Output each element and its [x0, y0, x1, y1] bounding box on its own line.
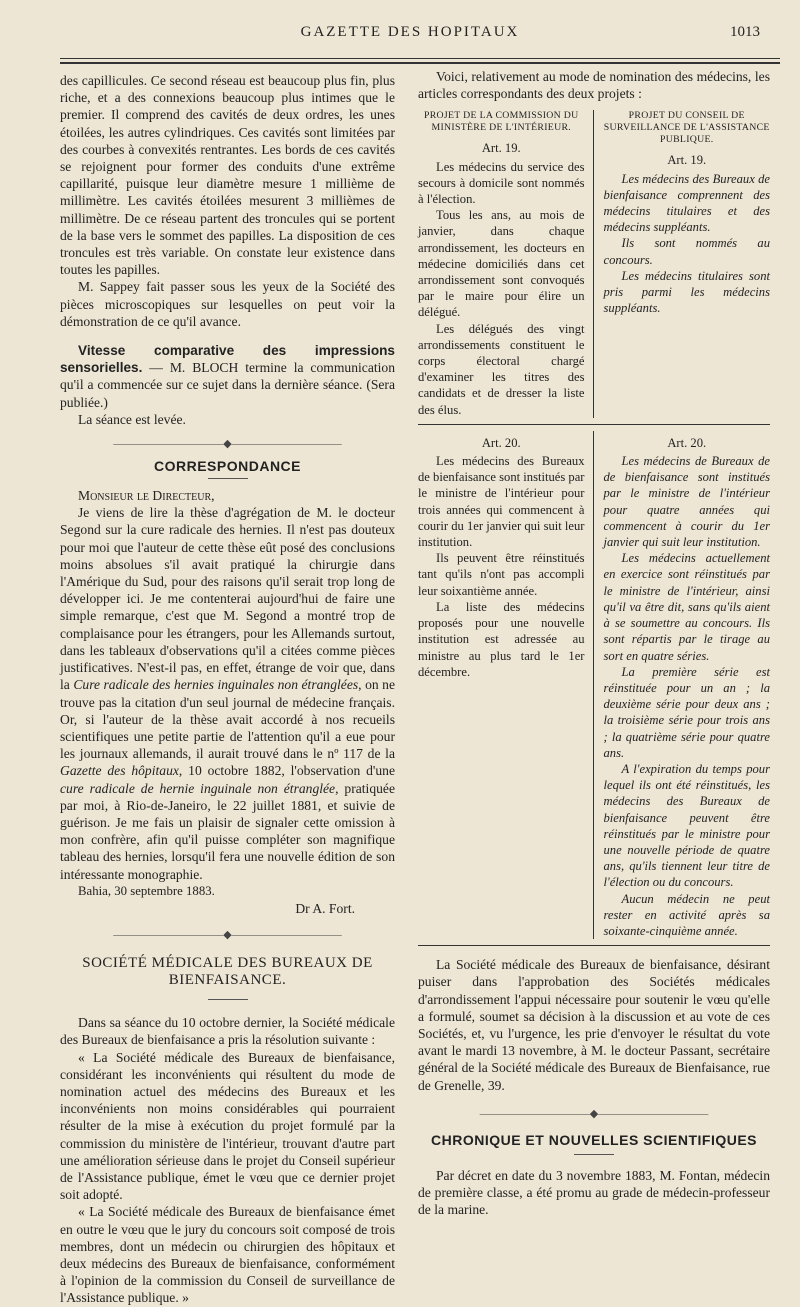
article-paragraph: Les médecins de Bureaux de de bienfaisance sont institués par le ministre de l'intérieur pour quatre années qui commencent à courir du 1er janvier qui suit leur institution.	[603, 454, 770, 550]
table-divider	[418, 945, 770, 946]
header-rule	[60, 58, 780, 59]
article-paragraph: Les médecins des Bureaux de bienfaisance comprennent des médecins titulaires et des médecins suppléants.	[603, 171, 770, 235]
letter-signature: Dr A. Fort.	[295, 900, 355, 916]
paragraph: La séance est levée.	[78, 411, 186, 427]
article-paragraph: Les délégués des vingt arrondissements constituent le corps électoral chargé d'examiner les titres des candidats et de dresser la liste des élus.	[418, 321, 585, 417]
paragraph: Par décret en date du 3 novembre 1883, M. Fontan, médecin de première classe, a été promu au grade de médecin-professeur de la marine.	[418, 1167, 770, 1218]
article-paragraph: Tous les ans, au mois de janvier, dans chaque arrondissement, les docteurs en médecine domiciliés dans cet arrondissement sont convoqués par le maire pour élire un délégué.	[418, 208, 585, 320]
article-paragraph: La première série est réinstituée pour un an ; la deuxième série pour deux ans ; la troisième série pour trois ans ; la quatrième série pour quatre ans.	[603, 664, 770, 760]
article-number: Art. 19.	[481, 141, 521, 156]
paragraph: M. Sappey fait passer sous les yeux de la Société des pièces microscopiques sur lesquelles on peut voir la démonstration de ce qu'il avance.	[60, 279, 395, 329]
section-heading-societe: SOCIÉTÉ MÉDICALE DES BUREAUX DE BIENFAISANCE.	[82, 955, 373, 989]
article-paragraph: Les médecins des Bureaux de bienfaisance sont institués par le ministre de l'intérieur pour trois années qui commencent à courir du 1er janvier qui suit leur institution.	[418, 454, 585, 550]
table-row-art20	[418, 431, 770, 939]
letter-place-date: Bahia, 30 septembre 1883.	[78, 883, 215, 898]
paragraph: « La Société médicale des Bureaux de bienfaisance, considérant les inconvénients qui résultent du mode de nomination actuel des médecins des Bureaux et les inconvénients non moins considérables qui pourraient résulter de la mise à exécution du projet formulé par la commission du ministère de l'intérieur, trouvant d'autre part une amélioration sérieuse dans le projet du Conseil supérieur de l'Assistance publique, émet le vœu que ce dernier projet soit adopté.	[60, 1049, 395, 1203]
column-conseil	[594, 431, 771, 939]
short-rule	[574, 1154, 614, 1155]
ornament-divider: ——————————◆——————————	[113, 438, 342, 451]
journal-title: GAZETTE DES HOPITAUX	[300, 24, 520, 40]
paragraph: « La Société médicale des Bureaux de bienfaisance émet en outre le vœu que le jury du concours soit composé de trois membres, dont un médecin ou chirurgien des hôpitaux et deux médecins des Bureaux de bienfaisance, conformément à l'opinion de la commission du Conseil de surveillance de l'Assistance publique. »	[60, 1204, 395, 1306]
column-heading: PROJET DU CONSEIL DE SURVEILLANCE DE L'ASSISTANCE PUBLIQUE.	[603, 110, 770, 146]
right-column	[418, 68, 770, 1218]
paragraph: Dans sa séance du 10 octobre dernier, la Société médicale des Bureaux de bienfaisance a pris la résolution suivante :	[60, 1015, 395, 1048]
paragraph: des capillicules. Ce second réseau est beaucoup plus fin, plus riche, et a des connexions beaucoup plus intimes que le premier. Il comprend des cavités de deux ordres, les unes étoilées, les autres cylindriques. Ces cavités sont limitées par des courbes à convexités rentrantes. Les bords de ces cavités se rejoignent pour former des conduits d'une extrême capillarité, puisque leur diamètre mesure 1 millième de millimètre. Les cavités étoilées mesurent 3 millièmes de millimètre. De ce réseau partent des troncules qui se portent de la base vers le sommet des papilles. La disposition de ces troncules est très variable. On constate leur existence dans toutes les papilles.	[60, 73, 395, 278]
short-rule	[208, 999, 248, 1000]
header-rule-thick	[60, 62, 780, 64]
salutation: Monsieur le Directeur,	[78, 488, 215, 504]
article-number: Art. 19.	[667, 153, 707, 168]
article-paragraph: Ils peuvent être réinstitués tant qu'ils n'ont pas accompli leur soixantième année.	[418, 551, 585, 598]
column-ministere	[418, 110, 594, 417]
article-paragraph: A l'expiration du temps pour lequel ils ont été réinstitués, les médecins des Bureaux de bienfaisance peuvent être réinstitués par le ministre pour une nouvelle période de quatre ans, qu'ils tiennent leur titre de l'élection ou du concours.	[603, 761, 770, 890]
column-heading: PROJET DE LA COMMISSION DU MINISTÈRE DE L'INTÉRIEUR.	[423, 110, 579, 134]
short-rule	[208, 478, 248, 479]
paragraph: Voici, relativement au mode de nomination des médecins, les articles correspondants des deux projets :	[418, 69, 770, 102]
section-title: Vitesse comparative des impressions sensorielles.	[60, 343, 395, 376]
table-divider	[418, 424, 770, 425]
page-number: 1013	[730, 24, 760, 40]
article-paragraph: Les médecins actuellement en exercice sont réinstitués par le ministre de l'intérieur, ainsi qu'il va être dit, sans qu'ils aient à se soumettre au concours. Ils sont répartis par le tirage au sort en quatre séries.	[603, 551, 770, 663]
article-paragraph: Les médecins titulaires sont pris parmi les médecins suppléants.	[603, 268, 770, 316]
paragraph: Vitesse comparative des impressions sensorielles. — M. BLOCH termine la communication qu'il a commencée sur ce sujet dans la dernière séance. (Sera publiée.)	[60, 343, 395, 410]
ornament-divider: ——————————◆——————————	[113, 929, 342, 942]
article-number: Art. 20.	[667, 435, 707, 450]
comparison-table	[418, 110, 770, 946]
column-conseil	[594, 110, 771, 417]
page-header	[40, 22, 780, 44]
letter-body: Je viens de lire la thèse d'agrégation de M. le docteur Segond sur la cure radicale des hernies. Il n'est pas douteux pour moi que l'auteur de cette thèse eût posé des conclusions moins absolues s'il avait pratiqué la chirurgie dans l'Amérique du Sud, pour des raisons qu'il serait trop long de développer ici. Je me contenterai aujourd'hui de faire une simple remarque, c'est que M. Segond a montré trop de complaisance pour les étrangers, pour les Allemands surtout, dans les tableaux d'observations qu'il a citées comme pièces justificatives. N'est-il pas, en effet, étrange de voir que, dans la Cure radicale des hernies inguinales non étranglées, on ne trouve pas la citation d'un seul journal de médecine français. Or, si l'auteur de la thèse avait accordé à nos recueils scientifiques une petite partie de l'attention qu'il a eue pour les journaux allemands, il aurait trouvé dans le nº 117 de la Gazette des hôpitaux, 10 octobre 1882, l'observation d'une cure radicale de hernie inguinale non étranglée, pratiquée par moi, à Rio-de-Janeiro, le 22 juillet 1881, et suivie de guérison. Je me fais un plaisir de signaler cette omission à mon confrère, afin qu'il puisse compléter son magnifique tableau des hernies, lorsqu'il fera une nouvelle édition de son intéressante monographie.	[60, 505, 396, 882]
left-column	[60, 72, 395, 1307]
ornament-divider: ——————————◆——————————	[479, 1107, 709, 1120]
section-heading-correspondance: CORRESPONDANCE	[153, 458, 301, 475]
article-paragraph: La liste des médecins proposés pour une nouvelle institution est adressée au ministre au plus tard le 1er décembre.	[418, 599, 585, 679]
paragraph: La Société médicale des Bureaux de bienfaisance, désirant puiser dans l'approbation des Sociétés médicales d'arrondissement l'appui nécessaire pour soutenir le vœu qu'elle a formulé, soumet sa décision à la discussion et au vote de ces Sociétés, et, vu l'urgence, les prie d'envoyer le résultat du vote avant le mardi 13 novembre, à M. le docteur Passant, secrétaire général de la Société médicale des Bureaux de Bienfaisance, rue de Grenelle, 39.	[418, 957, 770, 1093]
article-paragraph: Ils sont nommés au concours.	[603, 236, 770, 267]
section-heading-chronique: CHRONIQUE ET NOUVELLES SCIENTIFIQUES	[430, 1131, 758, 1148]
table-row-art19	[418, 110, 770, 417]
column-ministere	[418, 431, 594, 939]
article-paragraph: Aucun médecin ne peut rester en activité après sa soixante-cinquième année.	[603, 891, 770, 938]
article-number: Art. 20.	[481, 435, 521, 450]
article-paragraph: Les médecins du service des secours à domicile sont nommés à l'élection.	[418, 159, 585, 207]
